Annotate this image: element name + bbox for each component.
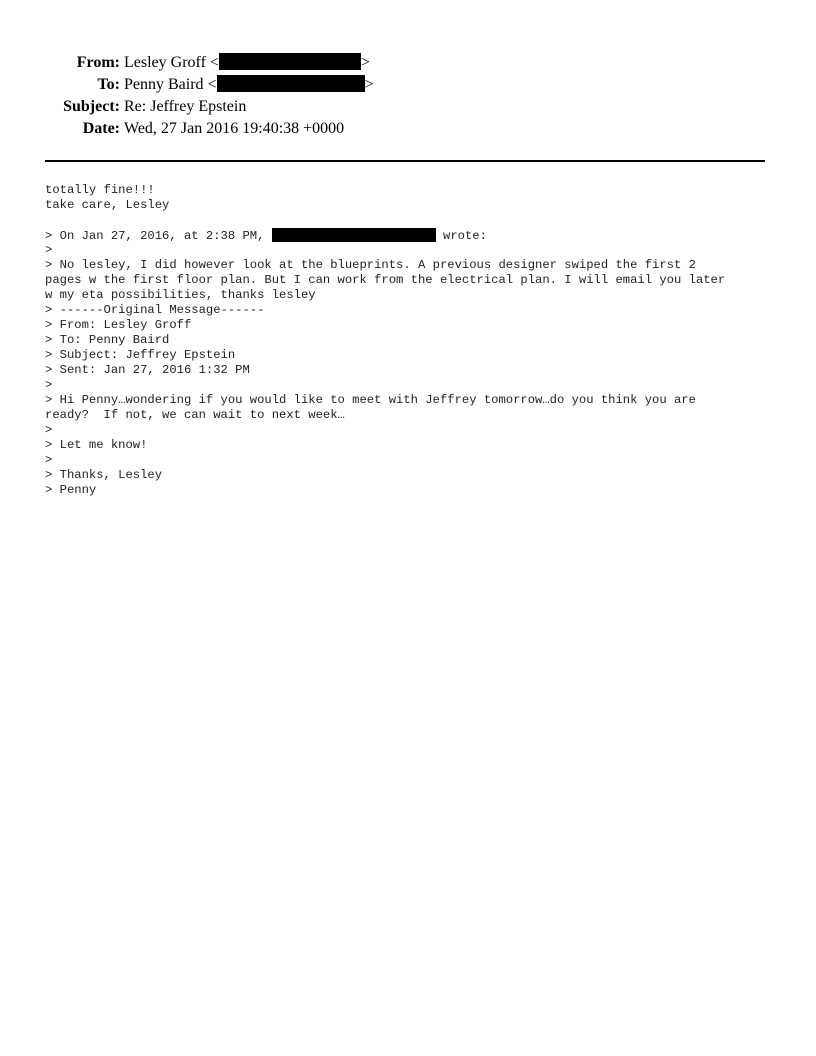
from-close: > — [360, 54, 370, 71]
email-body — [45, 183, 785, 498]
to-value — [124, 74, 374, 96]
body-line: > — [45, 453, 53, 467]
attribution-suffix: wrote: — [435, 229, 487, 243]
date-value: Wed, 27 Jan 2016 19:40:38 +0000 — [124, 120, 345, 137]
from-label: From: — [76, 54, 120, 71]
body-line: take care, Lesley — [45, 198, 170, 212]
date-label: Date: — [82, 120, 120, 137]
to-close: > — [364, 76, 374, 93]
to-row — [0, 74, 816, 96]
to-name: Penny Baird < — [124, 76, 217, 93]
body-line: pages w the first floor plan. But I can work from the electrical plan. I will email you later — [45, 273, 726, 287]
redacted-sender-block — [272, 228, 436, 242]
body-line: > — [45, 378, 53, 392]
subject-row — [0, 96, 816, 118]
body-line: > From: Lesley Groff — [45, 318, 192, 332]
body-line: > Let me know! — [45, 438, 148, 452]
body-line: > — [45, 243, 53, 257]
email-header — [0, 52, 816, 140]
body-line: totally fine!!! — [45, 183, 155, 197]
to-label: To: — [97, 76, 120, 93]
body-line: > Hi Penny…wondering if you would like to meet with Jeffrey tomorrow…do you think you are — [45, 393, 696, 407]
subject-label: Subject: — [63, 98, 120, 115]
quote-attribution-line — [45, 228, 785, 243]
body-line: w my eta possibilities, thanks lesley — [45, 288, 316, 302]
redacted-email-block — [219, 53, 361, 70]
body-line: > Penny — [45, 483, 97, 497]
date-row — [0, 118, 816, 140]
redacted-email-block — [217, 75, 365, 92]
body-line: > ------Original Message------ — [45, 303, 265, 317]
from-value — [124, 52, 370, 74]
subject-value: Re: Jeffrey Epstein — [124, 98, 247, 115]
from-row — [0, 52, 816, 74]
attribution-prefix: > On Jan 27, 2016, at 2:38 PM, — [45, 229, 272, 243]
body-line: > To: Penny Baird — [45, 333, 170, 347]
body-line: > Sent: Jan 27, 2016 1:32 PM — [45, 363, 250, 377]
body-line: > — [45, 423, 53, 437]
from-name: Lesley Groff < — [124, 54, 219, 71]
body-line — [45, 213, 785, 228]
body-line: > Subject: Jeffrey Epstein — [45, 348, 236, 362]
body-line: > No lesley, I did however look at the blueprints. A previous designer swiped the first 2 — [45, 258, 696, 272]
header-divider — [45, 160, 765, 162]
body-line: > Thanks, Lesley — [45, 468, 163, 482]
body-line: ready? If not, we can wait to next week… — [45, 408, 345, 422]
